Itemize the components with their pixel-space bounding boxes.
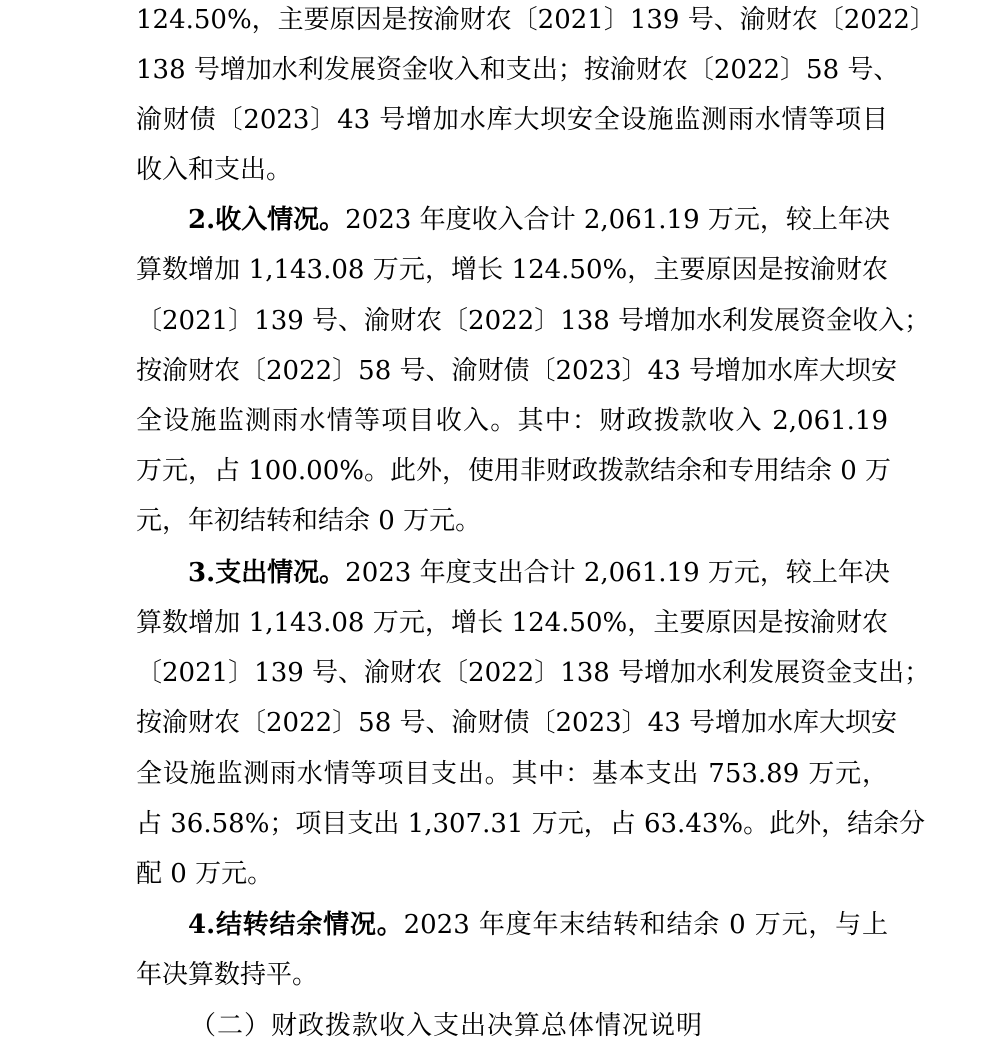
carryover-heading: 4.结转结余情况。	[188, 910, 404, 940]
paragraph-line: 算数增加 1,143.08 万元，增长 124.50%，主要原因是按渝财农	[136, 255, 888, 285]
income-heading: 2.收入情况。	[188, 205, 346, 235]
expenditure-heading: 3.支出情况。	[188, 558, 346, 588]
paragraph-line: 全设施监测雨水情等项目支出。其中：基本支出 753.89 万元，	[136, 759, 888, 789]
paragraph-line: 元，年初结转和结余 0 万元。	[136, 506, 482, 536]
paragraph-first-line	[188, 555, 888, 591]
paragraph-text: 2023 年度收入合计 2,061.19 万元，较上年决	[345, 205, 890, 235]
paragraph-line: 算数增加 1,143.08 万元，增长 124.50%，主要原因是按渝财农	[136, 608, 888, 638]
paragraph-line: 全设施监测雨水情等项目收入。其中：财政拨款收入 2,061.19	[136, 406, 888, 436]
paragraph-line: 占 36.58%；项目支出 1,307.31 万元，占 63.43%。此外，结余分	[136, 809, 926, 839]
paragraph-line: 〔2021〕139 号、渝财农〔2022〕138 号增加水利发展资金收入；	[136, 306, 931, 336]
paragraph-line: 124.50%，主要原因是按渝财农〔2021〕139 号、渝财农〔2022〕	[136, 5, 936, 35]
section-heading: （二）财政拨款收入支出决算总体情况说明	[190, 1011, 704, 1041]
paragraph-text: 2023 年度支出合计 2,061.19 万元，较上年决	[345, 558, 890, 588]
paragraph-first-line	[188, 907, 888, 943]
paragraph-line: 年决算数持平。	[136, 960, 319, 990]
paragraph-first-line	[188, 202, 888, 238]
paragraph-line: 按渝财农〔2022〕58 号、渝财债〔2023〕43 号增加水库大坝安	[136, 356, 898, 386]
paragraph-text: 2023 年度年末结转和结余 0 万元，与上	[403, 910, 888, 940]
paragraph-line: 万元，占 100.00%。此外，使用非财政拨款结余和专用结余 0 万	[136, 456, 892, 486]
paragraph-line: 渝财债〔2023〕43 号增加水库大坝安全设施监测雨水情等项目	[136, 105, 888, 135]
paragraph-line: 收入和支出。	[136, 155, 293, 185]
paragraph-line: 〔2021〕139 号、渝财农〔2022〕138 号增加水利发展资金支出；	[136, 658, 931, 688]
paragraph-line: 按渝财农〔2022〕58 号、渝财债〔2023〕43 号增加水库大坝安	[136, 708, 898, 738]
paragraph-line: 138 号增加水利发展资金收入和支出；按渝财农〔2022〕58 号、	[136, 55, 900, 85]
paragraph-line: 配 0 万元。	[136, 859, 274, 889]
